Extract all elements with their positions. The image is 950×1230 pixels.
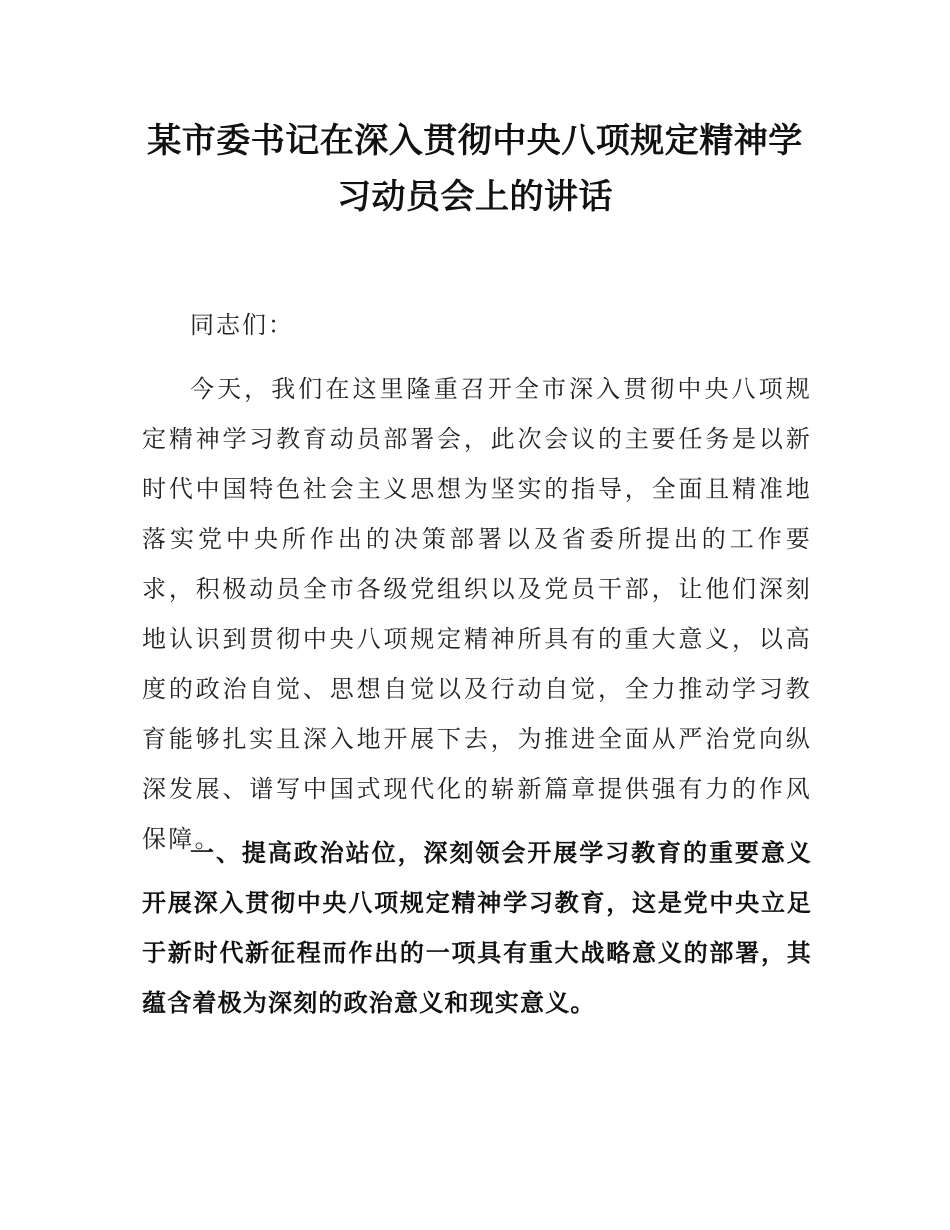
paragraph-section-one-heading: 一、提高政治站位，深刻领会开展学习教育的重要意义开展深入贯彻中央八项规定精神学习教育，这是党中央立足于新时代新征程而作出的一项具有重大战略意义的部署，其蕴含着极为深刻的政治意义和现实意义。 — [142, 839, 812, 1017]
document-title — [130, 113, 820, 225]
salutation: 同志们： — [190, 311, 294, 339]
title-line-1: 某市委书记在深入贯彻中央八项规定精神学 — [147, 121, 803, 161]
paragraph-opening: 今天，我们在这里隆重召开全市深入贯彻中央八项规定精神学习教育动员部署会，此次会议的主要任务是以新时代中国特色社会主义思想为坚实的指导，全面且精准地落实党中央所作出的决策部署以及省委所提出的工作要求，积极动员全市各级党组织以及党员干部，让他们深刻地认识到贯彻中央八项规定精神所具有的重大意义，以高度的政治自觉、思想自觉以及行动自觉，全力推动学习教育能够扎实且深入地开展下去，为推进全面从严治党向纵深发展、谱写中国式现代化的崭新篇章提供强有力的作风保障。 — [142, 375, 812, 853]
title-line-2: 习动员会上的讲话 — [337, 177, 613, 217]
